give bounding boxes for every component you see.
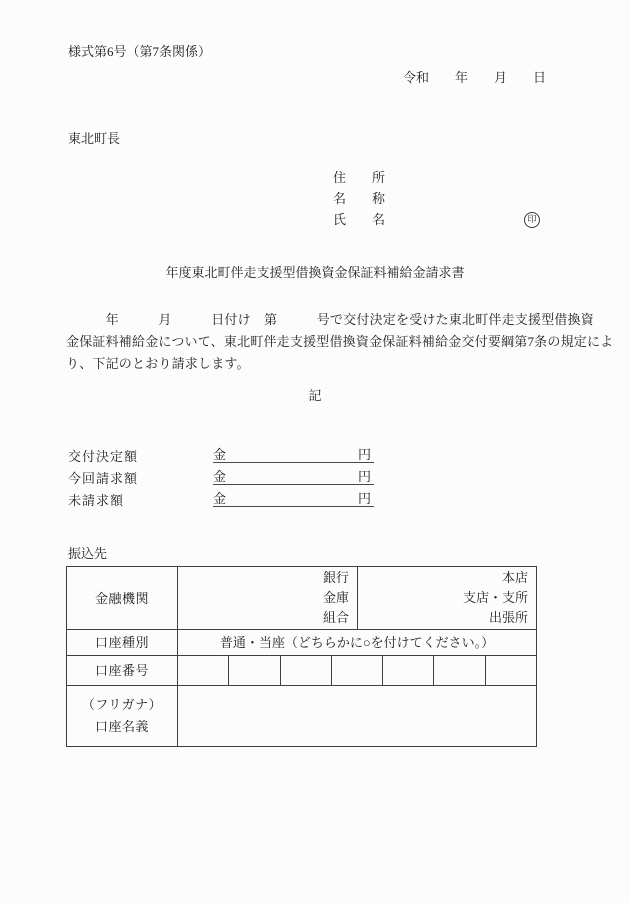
account-number-cell [281,656,332,685]
account-type-label: 口座種別 [67,630,178,655]
amount-label: 今回請求額 [68,471,139,486]
account-holder-furigana-label: （フリガナ） [81,697,163,712]
transfer-table [66,566,537,747]
account-number-cell [178,656,229,685]
amount-prefix: 金 [213,447,227,462]
branch-name-cell [358,567,536,629]
account-holder-row [67,685,536,746]
amount-prefix: 金 [213,469,227,484]
account-number-cell [229,656,280,685]
financial-institution-label: 金融機関 [67,567,178,629]
seal-mark-icon: 印 [524,212,540,228]
applicant-org-label: 名 称 [333,191,386,206]
amount-row-unclaimed [68,492,374,507]
amount-row-current-claim [68,470,374,485]
account-number-cell [332,656,383,685]
account-number-row [67,655,536,685]
account-holder-label [67,686,178,746]
amount-blank-line [213,492,374,507]
account-number-cell [383,656,434,685]
amount-blank-line [213,470,374,485]
paragraph-line: 年 月 日付け 第 号で交付決定を受けた東北町伴走支援型借換資 [66,312,595,327]
account-number-cells [178,656,536,685]
account-type-value: 普通・当座（どちらかに○を付けてください。） [219,635,495,650]
amount-suffix: 円 [357,447,371,462]
institution-type-option: 金庫 [322,590,349,605]
account-type-row [67,629,536,655]
institution-name-cell [178,567,358,629]
date-line: 令和 年 月 日 [403,70,547,85]
paragraph-line: 金保証料補給金について、東北町伴走支援型借換資金保証料補給金交付要綱第7条の規定によ [66,334,614,349]
branch-type-option: 出張所 [488,610,528,625]
applicant-name-label: 氏 名 [333,212,386,227]
section-marker: 記 [308,388,322,403]
account-number-cell [486,656,536,685]
amount-row-decided [68,448,374,463]
branch-type-option: 本店 [501,570,528,585]
amount-suffix: 円 [357,469,371,484]
account-holder-name-label: 口座名義 [94,719,149,734]
addressee: 東北町長 [68,131,121,146]
account-number-cell [434,656,485,685]
amount-blank-line [213,448,374,463]
transfer-heading: 振込先 [68,546,108,561]
financial-institution-row [67,567,536,629]
institution-type-option: 組合 [322,610,349,625]
amount-suffix: 円 [357,491,371,506]
institution-type-option: 銀行 [322,570,349,585]
applicant-address-label: 住 所 [333,170,386,185]
amount-label: 交付決定額 [68,449,139,464]
document-title: 年度東北町伴走支援型借換資金保証料補給金請求書 [165,265,465,280]
paragraph-line: り、下記のとおり請求します。 [66,356,250,371]
branch-type-option: 支店・支所 [462,590,528,605]
account-number-label: 口座番号 [67,656,178,685]
request-paragraph [66,309,614,375]
amount-label: 未請求額 [68,493,125,508]
amount-prefix: 金 [213,491,227,506]
account-holder-value-cell [178,686,536,746]
form-number: 様式第6号（第7条関係） [68,44,212,59]
